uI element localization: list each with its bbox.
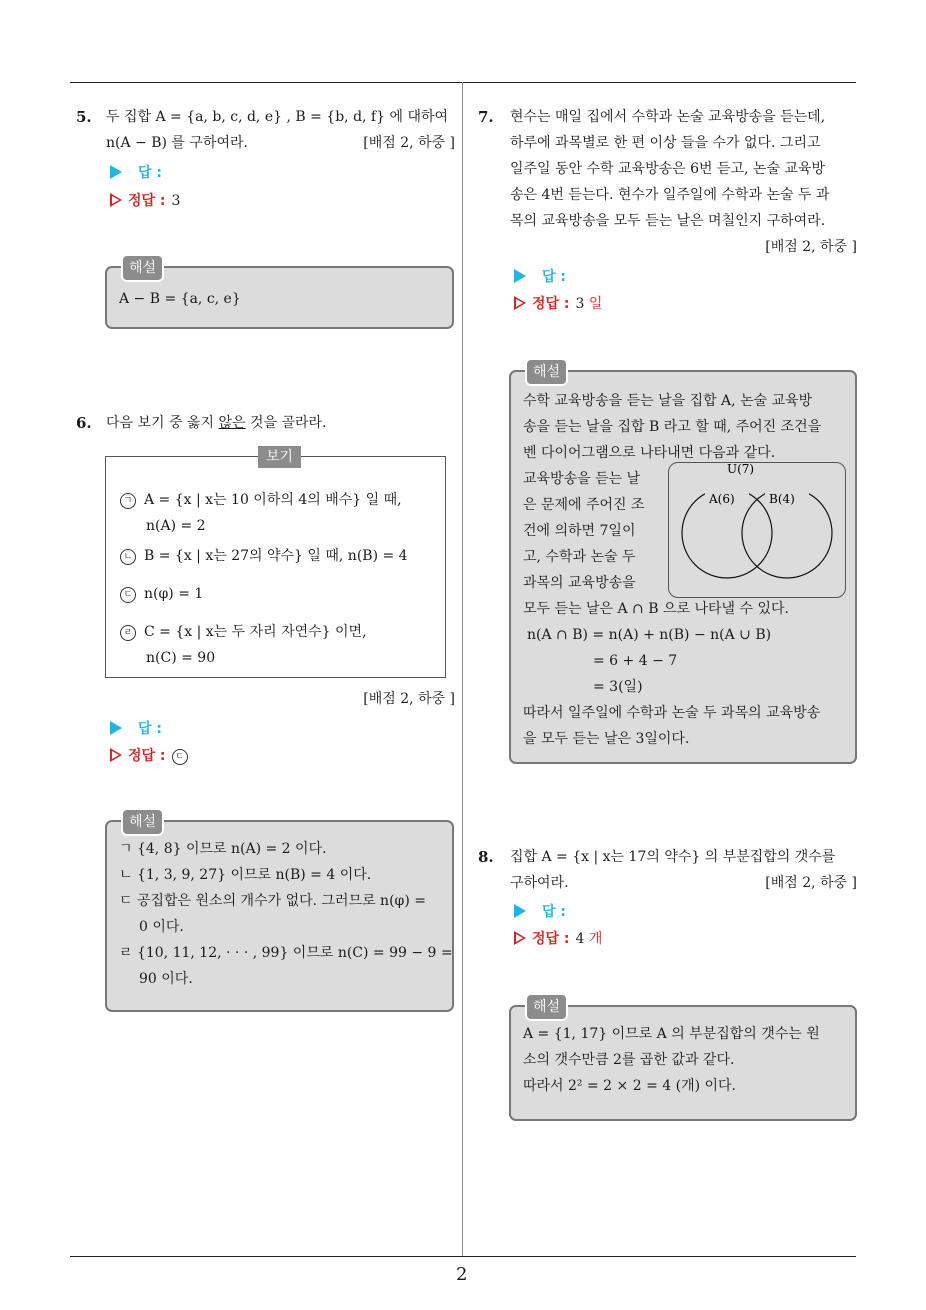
underlined-word: 않은 (218, 415, 246, 431)
circled-mark: ㄹ (120, 625, 136, 641)
question-text-line1: 집합 A = {x | x는 17의 약수} 의 부분집합의 갯수를 (510, 849, 836, 865)
page-number: 2 (456, 1264, 468, 1285)
outline-play-icon (514, 296, 526, 310)
correct-label: 정답 : (128, 748, 166, 764)
bogi-item-cont: n(A) = 2 (146, 518, 206, 534)
venn-svg (669, 463, 845, 597)
venn-section (523, 463, 843, 596)
explanation-line: 송을 듣는 날을 집합 B 라고 할 때, 주어진 조건을 (523, 419, 822, 435)
explanation-line: 소의 갯수만큼 2를 곱한 값과 같다. (523, 1052, 735, 1068)
explanation-line: = 3(일) (593, 679, 643, 695)
explanation-box (509, 999, 857, 1121)
correct-value: 4 (575, 931, 585, 947)
explanation-line: ㄱ {4, 8} 이므로 n(A) = 2 이다. (119, 841, 327, 857)
score-meta: [배점 2, 하중 ] (765, 875, 857, 891)
explanation-box (105, 814, 454, 1012)
play-icon (110, 721, 122, 735)
question-number: 7. (478, 108, 494, 126)
score-meta: [배점 2, 하중 ] (363, 691, 455, 707)
correct-value: 3 (575, 296, 585, 312)
venn-diagram (668, 462, 846, 598)
outline-play-icon (110, 193, 122, 207)
bogi-tag: 보기 (258, 446, 301, 468)
bottom-rule (70, 1256, 856, 1257)
question-number: 5. (76, 108, 92, 126)
outline-play-icon (110, 748, 122, 762)
explanation-line: 모두 듣는 날은 A ∩ B 으로 나타낼 수 있다. (523, 601, 789, 617)
answer-row (110, 716, 162, 742)
explanation-line: ㄴ {1, 3, 9, 27} 이므로 n(B) = 4 이다. (119, 867, 372, 883)
answer-label: 답 : (138, 165, 162, 181)
explanation-tag: 해설 (121, 808, 164, 836)
explanation-box (105, 260, 454, 329)
correct-answer-row (514, 291, 602, 317)
bogi-item: ㄱ A = {x | x는 10 이하의 4의 배수} 일 때, (120, 487, 420, 513)
explanation-tag: 해설 (525, 993, 568, 1021)
explanation-box (509, 364, 857, 764)
question-text: 다음 보기 중 옳지 않은 것을 골라라. (106, 415, 327, 431)
correct-answer-row (514, 926, 602, 952)
question-text: 현수는 매일 집에서 수학과 논술 교육방송을 듣는데, 하루에 과목별로 한 편 이상 들을 수가 없다. 그리고 일주일 동안 수학 교육방송은 6번 듣고, 논술 교육방 송은 4번 듣는다. 현수가 일주일에 수학과 논술 두 과 목의 교육방송을 모두 듣는 날은 며칠인지 구하여라. (510, 109, 830, 229)
explanation-side-text: 교육방송을 듣는 날 은 문제에 주어진 조 건에 의하면 7일이 고, 수학과 논술 두 과목의 교육방송을 (523, 471, 645, 591)
answer-row (110, 160, 162, 186)
bogi-item-cont: n(C) = 90 (146, 650, 216, 666)
explanation-line: = 6 + 4 − 7 (593, 653, 678, 669)
bogi-box (105, 449, 446, 678)
question-text-line2: 구하여라. (510, 875, 569, 891)
universe-label: U(7) (727, 463, 755, 476)
question-text-line2: n(A − B) 를 구하여라. (106, 135, 248, 151)
score-meta: [배점 2, 하중 ] (363, 135, 455, 151)
correct-answer-row (110, 743, 196, 769)
explanation-line: ㄹ {10, 11, 12, · · · , 99} 이므로 n(C) = 99 − 9 = (119, 945, 453, 961)
circled-mark: ㄱ (120, 493, 136, 509)
bogi-item: ㄹ C = {x | x는 두 자리 자연수} 이면, (120, 619, 420, 645)
top-rule (70, 82, 856, 83)
explanation-line: 을 모두 듣는 날은 3일이다. (523, 731, 690, 747)
answer-label: 답 : (542, 904, 566, 920)
answer-label: 답 : (138, 721, 162, 737)
play-icon (110, 165, 122, 179)
outline-play-icon (514, 931, 526, 945)
correct-label: 정답 : (128, 193, 166, 209)
bogi-item: ㄷ n(φ) = 1 (120, 581, 420, 607)
column-divider (462, 82, 463, 1257)
explanation-line: 따라서 일주일에 수학과 논술 두 과목의 교육방송 (523, 705, 821, 721)
explanation-line: 수학 교육방송을 듣는 날을 집합 A, 논술 교육방 (523, 393, 813, 409)
question-number: 8. (478, 848, 494, 866)
play-icon (514, 269, 526, 283)
explanation-line: 벤 다이어그램으로 나타내면 다음과 같다. (523, 445, 776, 461)
explanation-line: n(A ∩ B) = n(A) + n(B) − n(A ∪ B) (527, 627, 772, 643)
correct-value: 3 (171, 193, 181, 209)
circled-mark: ㄷ (172, 749, 188, 765)
circled-mark: ㄷ (120, 587, 136, 603)
question-number: 6. (76, 414, 92, 432)
explanation-line: 0 이다. (139, 919, 184, 935)
correct-label: 정답 : (532, 931, 570, 947)
explanation-line: A = {1, 17} 이므로 A 의 부분집합의 갯수는 원 (523, 1026, 820, 1042)
explanation-line: 따라서 2² = 2 × 2 = 4 (개) 이다. (523, 1078, 737, 1094)
answer-row (514, 264, 566, 290)
explanation-tag: 해설 (525, 358, 568, 386)
set-a-label: A(6) (709, 492, 735, 506)
correct-answer-row (110, 188, 180, 214)
explanation-line: ㄷ 공집합은 원소의 개수가 없다. 그러므로 n(φ) = (119, 893, 426, 909)
score-meta: [배점 2, 하중 ] (765, 239, 857, 255)
question-text-line1: 두 집합 A = {a, b, c, d, e} , B = {b, d, f} 에 대하여 (106, 109, 449, 125)
explanation-tag: 해설 (121, 254, 164, 282)
bogi-item: ㄴ B = {x | x는 27의 약수} 일 때, n(B) = 4 (120, 543, 420, 569)
answer-row (514, 899, 566, 925)
play-icon (514, 904, 526, 918)
answer-label: 답 : (542, 269, 566, 285)
explanation-line: A − B = {a, c, e} (119, 291, 241, 307)
circled-mark: ㄴ (120, 549, 136, 565)
set-b-label: B(4) (769, 492, 795, 506)
explanation-line: 90 이다. (139, 971, 193, 987)
correct-unit: 일 (588, 296, 603, 312)
correct-label: 정답 : (532, 296, 570, 312)
correct-unit: 개 (588, 931, 603, 947)
